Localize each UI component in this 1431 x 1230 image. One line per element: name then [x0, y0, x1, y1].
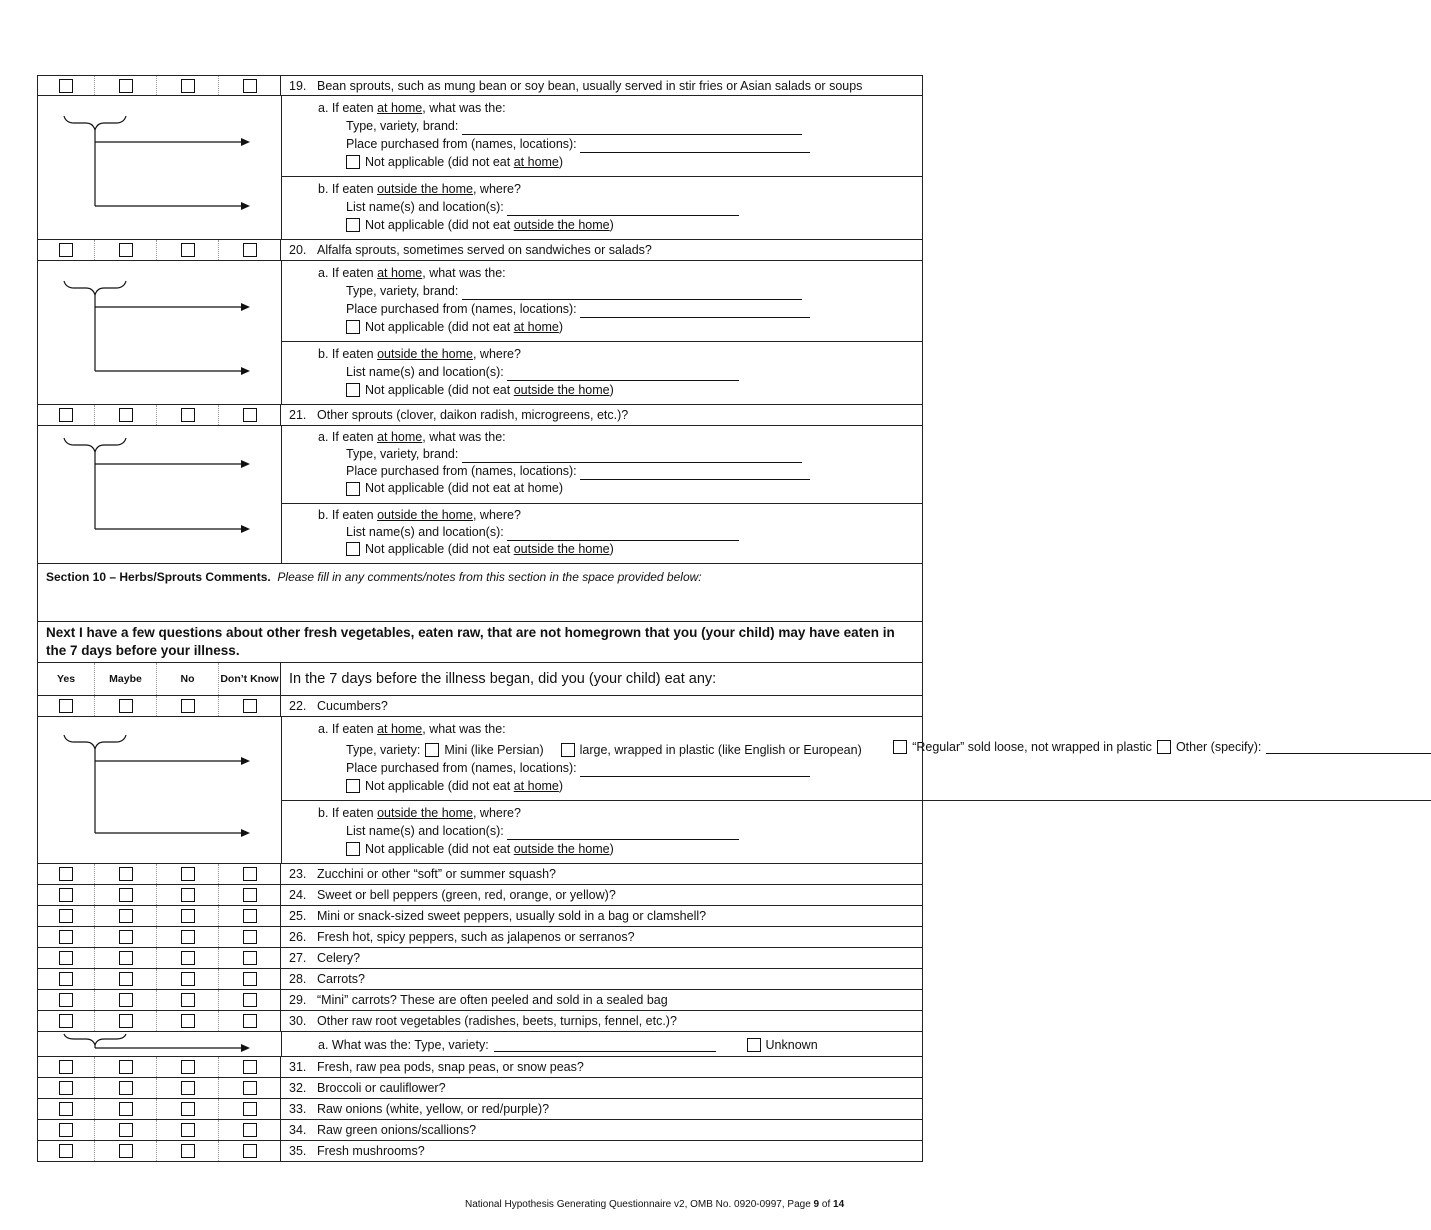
question-row-33 [37, 1099, 923, 1120]
question-row-26 [37, 927, 923, 948]
question-text: 24. Sweet or bell peppers (green, red, orange, or yellow)? [289, 888, 616, 902]
question-row-22 [37, 696, 923, 717]
dont-know-checkbox[interactable] [243, 993, 257, 1007]
mini-checkbox[interactable] [425, 743, 439, 757]
place-purchased-field[interactable] [580, 140, 810, 153]
maybe-checkbox[interactable] [119, 408, 133, 422]
col-no: No [157, 663, 219, 695]
part-b: b. If eaten outside the home, where? List name(s) and location(s): Not applicable (did not eat outside the home) [282, 800, 1431, 863]
question-row-32 [37, 1078, 923, 1099]
na-home-checkbox[interactable] [346, 482, 360, 496]
no-checkbox[interactable] [181, 972, 195, 986]
yes-checkbox[interactable] [59, 1144, 73, 1158]
no-checkbox[interactable] [181, 1102, 195, 1116]
question-text: 20. Alfalfa sprouts, sometimes served on sandwiches or salads? [289, 243, 652, 257]
followup-30 [37, 1032, 923, 1057]
no-checkbox[interactable] [181, 930, 195, 944]
yes-cell [38, 76, 95, 95]
question-number: 19. [289, 78, 307, 93]
no-checkbox[interactable] [181, 1144, 195, 1158]
question-row-31 [37, 1057, 923, 1078]
followup-22 [37, 717, 1262, 864]
col-dont-know: Don’t Know [219, 663, 281, 695]
type-brand-field[interactable] [462, 287, 802, 300]
maybe-cell [95, 76, 157, 95]
yes-checkbox[interactable] [59, 1123, 73, 1137]
question-row-25 [37, 906, 923, 927]
yes-checkbox[interactable] [59, 888, 73, 902]
question-row-34 [37, 1120, 923, 1141]
other-checkbox[interactable] [1157, 740, 1171, 754]
no-checkbox[interactable] [181, 1014, 195, 1028]
yes-checkbox[interactable] [59, 79, 73, 93]
question-text: 25. Mini or snack-sized sweet peppers, usually sold in a bag or clamshell? [289, 909, 707, 923]
maybe-checkbox[interactable] [119, 1144, 133, 1158]
question-row-23 [37, 864, 923, 885]
question-text: 23. Zucchini or other “soft” or summer squash? [289, 867, 556, 881]
branch-arrow-icon [38, 96, 282, 231]
branch-arrow-icon [38, 717, 282, 872]
dont-know-checkbox[interactable] [243, 1081, 257, 1095]
maybe-checkbox[interactable] [119, 972, 133, 986]
yes-checkbox[interactable] [59, 930, 73, 944]
na-outside-checkbox[interactable] [346, 542, 360, 556]
question-text: 30. Other raw root vegetables (radishes, beets, turnips, fennel, etc.)? [289, 1014, 677, 1028]
section-title: Section 10 – Herbs/Sprouts Comments. [46, 570, 271, 584]
no-checkbox[interactable] [181, 79, 195, 93]
col-yes: Yes [38, 663, 95, 695]
yes-checkbox[interactable] [59, 909, 73, 923]
no-checkbox[interactable] [181, 1081, 195, 1095]
place-purchased-field[interactable] [580, 764, 810, 777]
dont-know-checkbox[interactable] [243, 909, 257, 923]
maybe-checkbox[interactable] [119, 867, 133, 881]
question-row-29 [37, 990, 923, 1011]
yes-checkbox[interactable] [59, 993, 73, 1007]
na-outside-checkbox[interactable] [346, 383, 360, 397]
part-a: a. What was the: Type, variety: Unknown [318, 1038, 818, 1052]
question-label: Bean sprouts, such as mung bean or soy bean, usually served in stir fries or Asian salads or soups [317, 78, 863, 93]
section-intro: Next I have a few questions about other fresh vegetables, eaten raw, that are not homegrown that you (your child) may have eaten in the 7 days before your illness. [37, 622, 923, 663]
list-names-field[interactable] [507, 368, 739, 381]
dont-know-checkbox[interactable] [243, 1014, 257, 1028]
no-checkbox[interactable] [181, 888, 195, 902]
part-b: b. If eaten outside the home, where? List name(s) and location(s): Not applicable (did not eat outside the home) [282, 176, 922, 239]
yes-checkbox[interactable] [59, 408, 73, 422]
dont-know-checkbox[interactable] [243, 1144, 257, 1158]
question-row-30 [37, 1011, 923, 1032]
col-maybe: Maybe [95, 663, 157, 695]
no-checkbox[interactable] [181, 699, 195, 713]
na-outside-checkbox[interactable] [346, 218, 360, 232]
branch-arrow-icon [38, 261, 282, 396]
question-row-21 [37, 405, 923, 426]
na-outside-checkbox[interactable] [346, 842, 360, 856]
list-names-field[interactable] [507, 827, 739, 840]
maybe-checkbox[interactable] [119, 888, 133, 902]
dont-know-checkbox[interactable] [243, 243, 257, 257]
no-checkbox[interactable] [181, 867, 195, 881]
yes-checkbox[interactable] [59, 1060, 73, 1074]
no-checkbox[interactable] [181, 243, 195, 257]
followup-19 [37, 96, 923, 240]
branch-arrow-icon [38, 426, 282, 546]
maybe-checkbox[interactable] [119, 1081, 133, 1095]
dont-know-checkbox[interactable] [243, 1123, 257, 1137]
dont-know-checkbox[interactable] [243, 408, 257, 422]
yes-checkbox[interactable] [59, 243, 73, 257]
question-text: 34. Raw green onions/scallions? [289, 1123, 477, 1137]
no-cell [157, 76, 219, 95]
question-text: 22. Cucumbers? [289, 699, 388, 713]
place-purchased-field[interactable] [580, 467, 810, 480]
type-brand-field[interactable] [462, 450, 802, 463]
question-row-24 [37, 885, 923, 906]
followup-20 [37, 261, 923, 405]
question-text [281, 76, 862, 95]
followup-21 [37, 426, 923, 564]
list-names-field[interactable] [507, 203, 739, 216]
part-b: b. If eaten outside the home, where? List name(s) and location(s): Not applicable (did not eat outside the home) [282, 503, 922, 564]
page-footer: National Hypothesis Generating Questionnaire v2, OMB No. 0920-0997, Page 9 of 14 [465, 1199, 845, 1210]
maybe-checkbox[interactable] [119, 951, 133, 965]
no-checkbox[interactable] [181, 1123, 195, 1137]
question-text: 33. Raw onions (white, yellow, or red/purple)? [289, 1102, 550, 1116]
yes-checkbox[interactable] [59, 867, 73, 881]
followup-text [282, 96, 922, 239]
part-a: a. If eaten at home, what was the: Type, variety, brand: Place purchased from (names, locations): Not applicable (did not eat at home) [282, 426, 922, 503]
part-a: a. If eaten at home, what was the: Type, variety, brand: Place purchased from (names, locations): Not applicable (did not eat at home) [282, 96, 922, 176]
yes-checkbox[interactable] [59, 951, 73, 965]
other-specify-field[interactable] [1266, 741, 1431, 754]
arrow-guide [38, 96, 282, 239]
question-text: 35. Fresh mushrooms? [289, 1144, 425, 1158]
question-text: 32. Broccoli or cauliflower? [289, 1081, 446, 1095]
no-checkbox[interactable] [181, 408, 195, 422]
regular-checkbox[interactable] [893, 740, 907, 754]
question-text: 31. Fresh, raw pea pods, snap peas, or snow peas? [289, 1060, 584, 1074]
question-row-19 [37, 75, 923, 96]
yes-checkbox[interactable] [59, 1102, 73, 1116]
dont-know-checkbox[interactable] [243, 972, 257, 986]
na-home-checkbox[interactable] [346, 155, 360, 169]
maybe-checkbox[interactable] [119, 1123, 133, 1137]
yes-checkbox[interactable] [59, 1081, 73, 1095]
na-home-checkbox[interactable] [346, 779, 360, 793]
question-text: 27. Celery? [289, 951, 361, 965]
na-home-checkbox[interactable] [346, 320, 360, 334]
question-row-28 [37, 969, 923, 990]
dont-know-checkbox[interactable] [243, 79, 257, 93]
dont-know-cell [219, 76, 281, 95]
maybe-checkbox[interactable] [119, 909, 133, 923]
part-a: a. If eaten at home, what was the: Type, variety: Mini (like Persian) large, wrapped in plastic (like English or European) “Regular” sold loose, not wrapped in plastic Other (specify): Place purchased from (names, locations): Not applicable (did not eat at home) [282, 717, 1431, 800]
no-checkbox[interactable] [181, 993, 195, 1007]
question-text: 28. Carrots? [289, 972, 365, 986]
dont-know-checkbox[interactable] [243, 930, 257, 944]
dont-know-checkbox[interactable] [243, 1060, 257, 1074]
no-checkbox[interactable] [181, 1060, 195, 1074]
question-text: 29. “Mini” carrots? These are often peeled and sold in a sealed bag [289, 993, 668, 1007]
dont-know-checkbox[interactable] [243, 867, 257, 881]
dont-know-checkbox[interactable] [243, 1102, 257, 1116]
list-names-field[interactable] [507, 528, 739, 541]
maybe-checkbox[interactable] [119, 699, 133, 713]
page-total: 14 [833, 1199, 845, 1210]
question-row-20 [37, 240, 923, 261]
no-checkbox[interactable] [181, 951, 195, 965]
page-number: 9 [813, 1199, 820, 1210]
col-question: In the 7 days before the illness began, did you (your child) eat any: [289, 671, 717, 687]
yes-checkbox[interactable] [59, 699, 73, 713]
dont-know-checkbox[interactable] [243, 699, 257, 713]
dont-know-checkbox[interactable] [243, 888, 257, 902]
yes-checkbox[interactable] [59, 1014, 73, 1028]
maybe-checkbox[interactable] [119, 1014, 133, 1028]
maybe-checkbox[interactable] [119, 79, 133, 93]
no-checkbox[interactable] [181, 909, 195, 923]
question-text: 21. Other sprouts (clover, daikon radish, microgreens, etc.)? [289, 408, 629, 422]
dont-know-checkbox[interactable] [243, 951, 257, 965]
type-brand-field[interactable] [462, 122, 802, 135]
type-variety-field[interactable] [494, 1039, 716, 1052]
maybe-checkbox[interactable] [119, 1060, 133, 1074]
question-text: 26. Fresh hot, spicy peppers, such as jalapenos or serranos? [289, 930, 635, 944]
question-row-27 [37, 948, 923, 969]
questionnaire-table [37, 75, 1262, 1162]
unknown-checkbox[interactable] [747, 1038, 761, 1052]
yes-checkbox[interactable] [59, 972, 73, 986]
place-purchased-field[interactable] [580, 305, 810, 318]
maybe-checkbox[interactable] [119, 930, 133, 944]
section-instructions: Please fill in any comments/notes from this section in the space provided below: [277, 570, 702, 584]
column-header-row [37, 663, 923, 696]
branch-arrow-icon [38, 1032, 282, 1057]
maybe-checkbox[interactable] [119, 1102, 133, 1116]
section-10-comments[interactable] [37, 564, 923, 622]
maybe-checkbox[interactable] [119, 993, 133, 1007]
maybe-checkbox[interactable] [119, 243, 133, 257]
large-checkbox[interactable] [561, 743, 575, 757]
question-row-35 [37, 1141, 923, 1162]
part-b: b. If eaten outside the home, where? List name(s) and location(s): Not applicable (did not eat outside the home) [282, 341, 922, 404]
part-a: a. If eaten at home, what was the: Type, variety, brand: Place purchased from (names, locations): Not applicable (did not eat at home) [282, 261, 922, 341]
